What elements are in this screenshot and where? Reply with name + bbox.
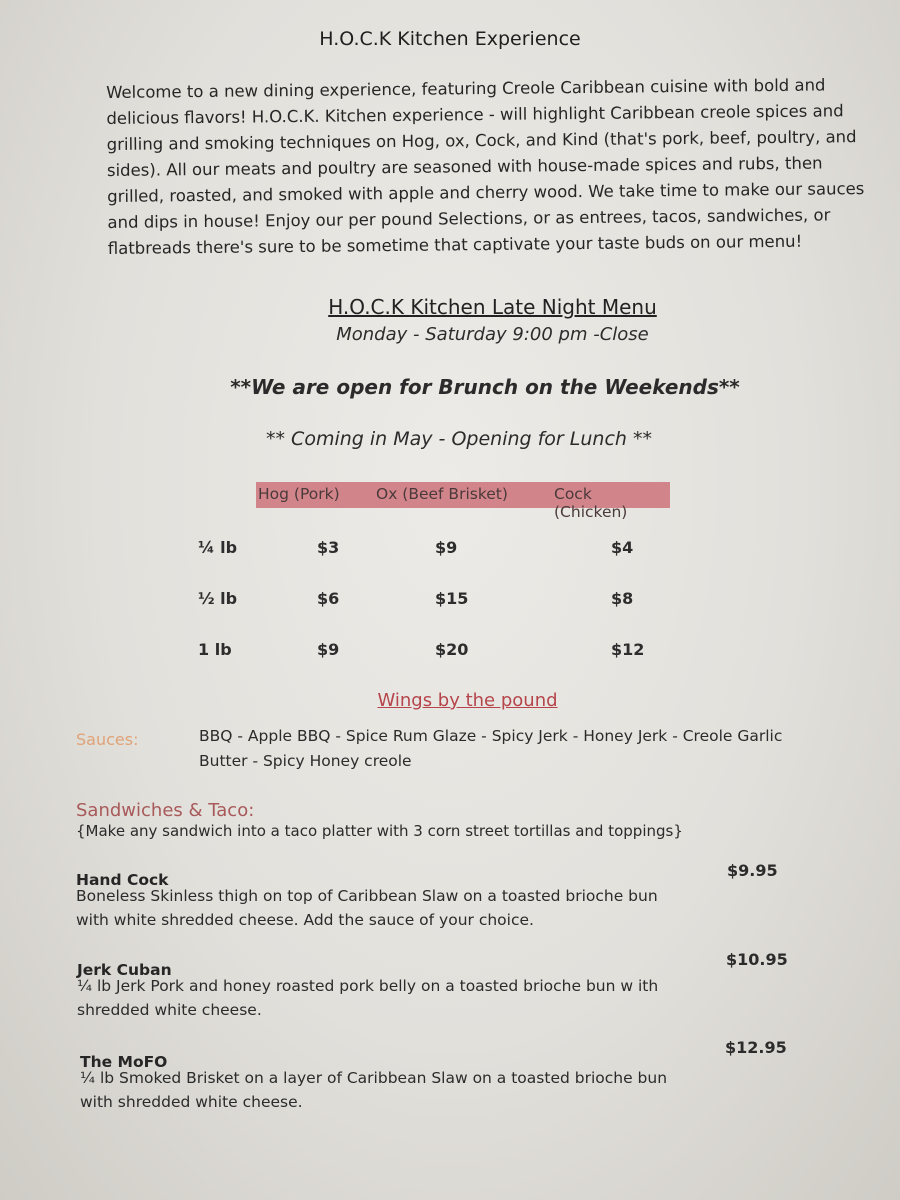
brunch-notice: **We are open for Brunch on the Weekends** <box>230 375 740 399</box>
menu-item-price: $10.95 <box>726 950 788 969</box>
price-cell: $3 <box>317 538 340 557</box>
intro-paragraph: Welcome to a new dining experience, featuring Creole Caribbean cuisine with bold and delicious flavors! H.O.C.K. Kitchen experience - will highlight Caribbean creole spices and grilling and smoking techniques on Hog, ox, Cock, and Kind (that's pork, beef, poultry, and sides). All our meats and poultry are seasoned with house-made spices and rubs, then grilled, roasted, and smoked with apple and cherry wood. We take time to make our sauces and dips in house! Enjoy our per pound Selections, or as entrees, tacos, sandwiches, or flatbreads there's sure to be sometime that captivate your taste buds on our menu! <box>106 75 865 258</box>
price-cell: $9 <box>435 538 458 557</box>
menu-item-price: $12.95 <box>725 1038 787 1057</box>
price-cell: $15 <box>435 589 469 608</box>
price-cell: $6 <box>317 589 340 608</box>
price-cell: $12 <box>611 640 645 659</box>
column-header-ox: Ox (Beef Brisket) <box>376 485 508 503</box>
row-weight: ¼ lb <box>198 538 238 557</box>
wings-title: Wings by the pound <box>377 690 558 711</box>
menu-item-name: The MoFO <box>80 1053 168 1071</box>
sandwiches-note: {Make any sandwich into a taco platter with 3 corn street tortillas and toppings} <box>76 822 683 840</box>
row-weight: 1 lb <box>198 640 232 659</box>
row-weight: ½ lb <box>198 589 238 608</box>
menu-item-price: $9.95 <box>727 861 778 880</box>
price-table-header <box>256 482 670 521</box>
menu-item-name: Jerk Cuban <box>77 961 172 979</box>
column-header-cock: Cock (Chicken) <box>554 485 628 521</box>
sauces-list: BBQ - Apple BBQ - Spice Rum Glaze - Spicy Jerk - Honey Jerk - Creole Garlic Butter - Spicy Honey creole <box>199 727 783 770</box>
menu-item-name: Hand Cock <box>76 871 169 889</box>
price-cell: $9 <box>317 640 340 659</box>
sandwiches-section-title: Sandwiches & Taco: <box>76 800 255 821</box>
menu-item-description: ¼ lb Jerk Pork and honey roasted pork belly on a toasted brioche bun w ith shredded white cheese. <box>77 977 659 1019</box>
sauces-label: Sauces: <box>76 730 139 749</box>
menu-item-description: Boneless Skinless thigh on top of Caribbean Slaw on a toasted brioche bun with white shredded cheese. Add the sauce of your choice. <box>76 887 658 929</box>
page-title: H.O.C.K Kitchen Experience <box>319 28 581 50</box>
column-header-hog: Hog (Pork) <box>258 485 340 503</box>
late-night-hours: Monday - Saturday 9:00 pm -Close <box>336 324 649 345</box>
price-cell: $4 <box>611 538 634 557</box>
price-cell: $20 <box>435 640 469 659</box>
price-cell: $8 <box>611 589 634 608</box>
menu-item-description: ¼ lb Smoked Brisket on a layer of Caribbean Slaw on a toasted brioche bun with shredded white cheese. <box>80 1069 668 1111</box>
lunch-notice: ** Coming in May - Opening for Lunch ** <box>266 428 652 450</box>
late-night-menu-title: H.O.C.K Kitchen Late Night Menu <box>328 295 657 319</box>
